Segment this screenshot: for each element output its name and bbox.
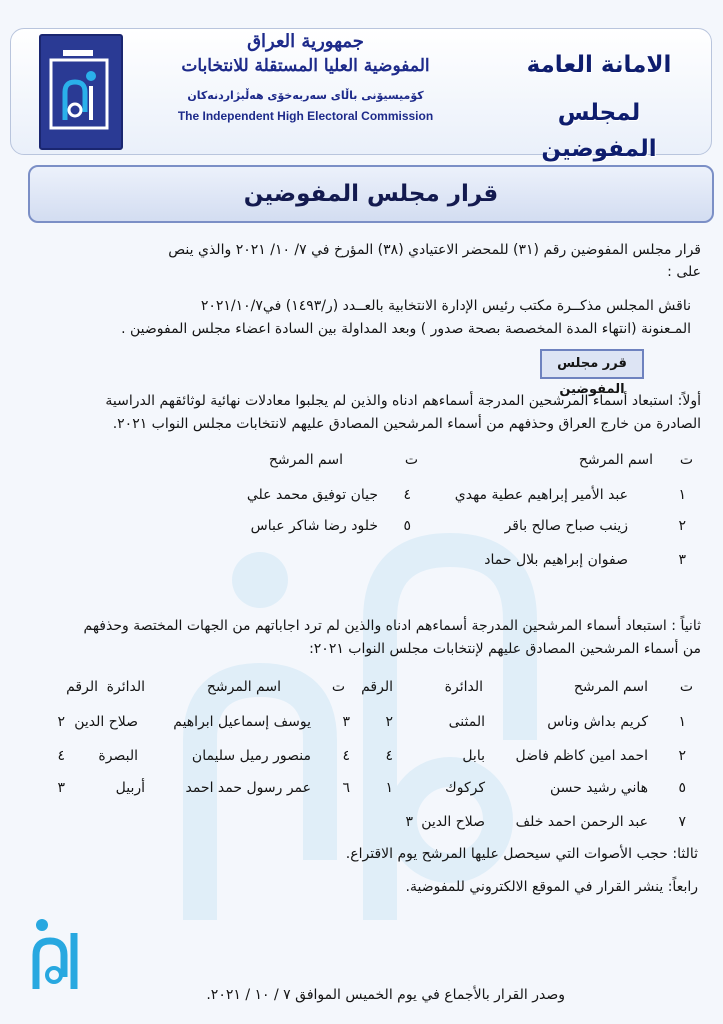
table2-district: صلاح الدين (421, 814, 485, 830)
secretariat-line2: لمجلس المفوضين (541, 100, 657, 162)
table2-number: ٢ (385, 714, 393, 730)
discussion-line1: ناقش المجلس مذكــرة مكتب رئيس الإدارة الانتخابية بالعــدد (ر/١٤٩٣) في٢٠٢١/١٠/٧ (200, 298, 691, 314)
table1-candidate-name: صفوان إبراهيم بلال حماد (484, 552, 628, 568)
table1-header-seq-2: ت (404, 452, 418, 468)
commission-name-ar-line2: المفوضية العليا المستقلة للانتخابات (181, 56, 430, 76)
table1-seq-2: ٤ (403, 487, 411, 503)
table2-header-number: الرقم (361, 679, 393, 695)
table2-district-2: البصرة (98, 748, 138, 764)
table2-candidate-name: عبد الرحمن احمد خلف (515, 814, 648, 830)
table1-seq: ٣ (678, 552, 686, 568)
secretariat-title (509, 47, 689, 167)
table2-header-district-2: الدائرة (106, 679, 145, 695)
table2-number-2: ٣ (57, 780, 65, 796)
table2-candidate-name-2: عمر رسول حمد احمد (185, 780, 311, 796)
table2-number: ٣ (405, 814, 413, 830)
commission-name-ku: كۆمیسیۆنی باڵای سەربەخۆی هەڵبژاردنەکان (187, 89, 424, 102)
table2-seq-2: ٣ (342, 714, 350, 730)
table1-candidate-name: عبد الأمير إبراهيم عطية مهدي (454, 487, 628, 503)
commission-name-ar-line1: جمهورية العراق (247, 31, 364, 52)
table2-number: ٤ (385, 748, 393, 764)
table2-seq-2: ٤ (342, 748, 350, 764)
table2-header-name: اسم المرشح (573, 679, 648, 695)
footer-logo-icon (28, 915, 92, 993)
table1-candidate-name: زينب صباح صالح باقر (504, 518, 628, 534)
table2-header-district: الدائرة (444, 679, 483, 695)
table2-seq: ٧ (678, 814, 686, 830)
table2-header-number-2: الرقم (66, 679, 98, 695)
table2-district-2: صلاح الدين (74, 714, 138, 730)
table1-candidate-name-2: خلود رضا شاكر عباس (250, 518, 378, 534)
fourth-item: رابعاً: ينشر القرار في الموقع الالكتروني للمفوضية. (405, 879, 698, 895)
table1-candidate-name-2: جيان توفيق محمد علي (246, 487, 378, 503)
table2-candidate-name-2: منصور رميل سليمان (191, 748, 311, 764)
table2-number-2: ٢ (57, 714, 65, 730)
table2-number-2: ٤ (57, 748, 65, 764)
table2-candidate-name: هاني رشيد حسن (550, 780, 648, 796)
decision-label: قرر مجلس المفوضين (540, 349, 644, 379)
table2-header-seq-2: ت (331, 679, 345, 695)
table2-seq: ١ (678, 714, 686, 730)
discussion-line2: المـعنونة (انتهاء المدة المخصصة بصحة صدور ) وبعد المداولة بين السادة اعضاء مجلس المفوضين . (121, 321, 691, 337)
table2-district: بابل (462, 748, 485, 764)
table1-header-seq: ت (679, 452, 693, 468)
table1-header-name: اسم المرشح (578, 452, 653, 468)
commission-name-en: The Independent High Electoral Commission (177, 109, 434, 123)
table1-seq: ١ (678, 487, 686, 503)
secretariat-line1: الامانة العامة (526, 52, 672, 78)
table2-number: ١ (385, 780, 393, 796)
table2-seq: ٥ (678, 780, 686, 796)
table2-seq-2: ٦ (342, 780, 350, 796)
first-item-line1: أولاً: استبعاد أسماء المرشحين المدرجة أسماءهم ادناه والذين لم يجلبوا معادلات نهائية لوثائقهم الدراسية (105, 393, 701, 409)
letterhead (10, 28, 712, 162)
table1-seq-2: ٥ (403, 518, 411, 534)
table2-district: المثنى (448, 714, 485, 730)
table2-candidate-name: كريم بداش وناس (547, 714, 648, 730)
table2-district-2: أربيل (115, 780, 145, 796)
commission-logo (39, 34, 123, 150)
document-title: قرار مجلس المفوضين (243, 181, 499, 207)
third-item: ثالثا: حجب الأصوات التي سيحصل عليها المرشح يوم الاقتراع. (345, 846, 698, 862)
table2-district: كركوك (445, 780, 485, 796)
table1-header-name-2: اسم المرشح (268, 452, 343, 468)
table2-seq: ٢ (678, 748, 686, 764)
table2-candidate-name: احمد امين كاظم فاضل (515, 748, 648, 764)
table2-candidate-name-2: يوسف إسماعيل ابراهيم (173, 714, 311, 730)
table1-seq: ٢ (678, 518, 686, 534)
intro-line2: على : (667, 264, 701, 280)
closing-statement: وصدر القرار بالأجماع في يوم الخميس الموافق ٧ / ١٠ / ٢٠٢١. (206, 987, 565, 1003)
document-title-box (28, 165, 714, 223)
second-item-line1: ثانياً : استبعاد أسماء المرشحين المدرجة أسماءهم ادناه والذين لم ترد اجاباتهم من الجهات المختصة وحذفهم (83, 618, 701, 634)
second-item-line2: من أسماء المرشحين المصادق عليهم لإنتخابات مجلس النواب ٢٠٢١: (309, 641, 701, 657)
commission-names (133, 31, 478, 125)
intro-line1: قرار مجلس المفوضين رقم (٣١) للمحضر الاعتيادي (٣٨) المؤرخ في ٧/ ١٠/ ٢٠٢١ والذي ينص (168, 242, 701, 258)
first-item-line2: الصادرة من خارج العراق وحذفهم من أسماء المرشحين المصادق عليهم لانتخابات مجلس النواب ٢٠٢١. (112, 416, 701, 432)
table2-header-name-2: اسم المرشح (206, 679, 281, 695)
table2-header-seq: ت (679, 679, 693, 695)
